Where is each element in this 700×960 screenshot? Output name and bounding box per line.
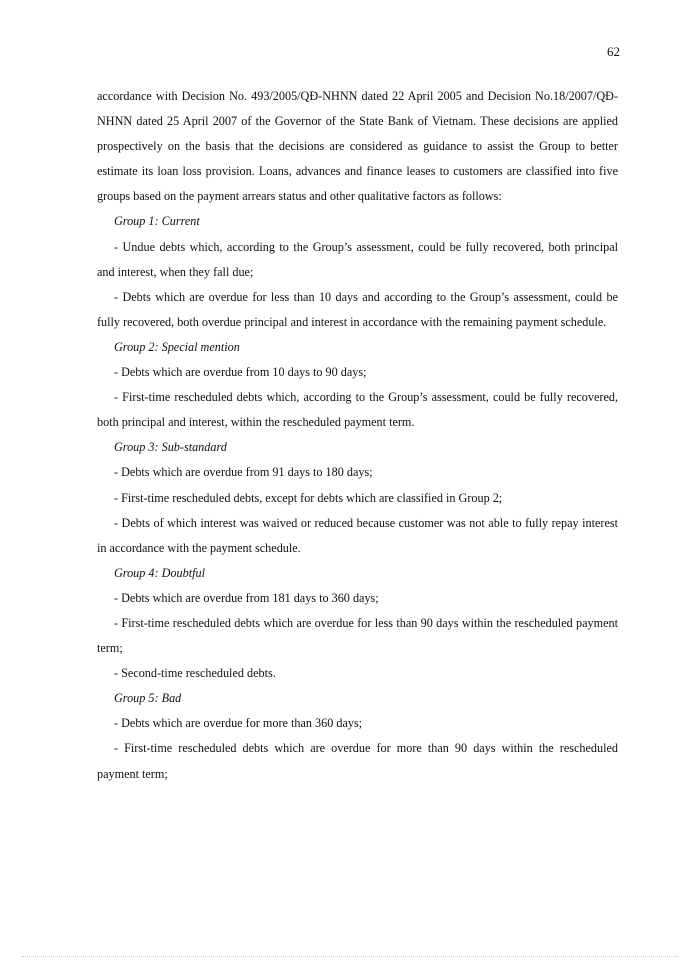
group-3-item: - Debts of which interest was waived or reduced because customer was not able to fully repay interest in accordance with the payment schedule. [97, 515, 618, 555]
group-3-item: - First-time rescheduled debts, except for debts which are classified in Group 2; [114, 490, 503, 505]
group-4-item: - Second-time rescheduled debts. [114, 666, 276, 681]
group-3-heading: Group 3: Sub-standard [114, 440, 227, 455]
group-5-item: - Debts which are overdue for more than 360 days; [114, 716, 363, 731]
page-bottom-rule [22, 956, 678, 957]
group-3-item: - Debts which are overdue from 91 days to 180 days; [114, 465, 373, 480]
group-1-item: - Debts which are overdue for less than 10 days and according to the Group’s assessment, could be fully recovered, both overdue principal and interest in accordance with the remaining payment schedule. [97, 289, 618, 329]
group-2-item: - Debts which are overdue from 10 days to 90 days; [114, 365, 367, 380]
group-1-heading: Group 1: Current [114, 214, 200, 229]
page-number: 62 [607, 44, 620, 59]
group-1-item: - Undue debts which, according to the Group’s assessment, could be fully recovered, both principal and interest, when they fall due; [97, 239, 618, 279]
group-5-item: - First-time rescheduled debts which are overdue for more than 90 days within the rescheduled payment term; [97, 741, 618, 781]
group-4-heading: Group 4: Doubtful [114, 565, 205, 580]
intro-paragraph: accordance with Decision No. 493/2005/QĐ-NHNN dated 22 April 2005 and Decision No.18/2007/QĐ-NHNN dated 25 April 2007 of the Governor of the State Bank of Vietnam. These decisions are applied prospectively on the basis that the decisions are considered as guidance to assist the Group to better estimate its loan loss provision. Loans, advances and finance leases to customers are classified into five groups based on the payment arrears status and other qualitative factors as follows: [97, 89, 618, 204]
document-body [97, 84, 618, 787]
group-4-item: - First-time rescheduled debts which are overdue for less than 90 days within the rescheduled payment term; [97, 615, 618, 656]
group-4-item: - Debts which are overdue from 181 days to 360 days; [114, 590, 379, 605]
group-5-heading: Group 5: Bad [114, 691, 182, 706]
group-2-heading: Group 2: Special mention [114, 339, 240, 354]
group-2-item: - First-time rescheduled debts which, according to the Group’s assessment, could be fully recovered, both principal and interest, within the rescheduled payment term. [97, 390, 618, 430]
